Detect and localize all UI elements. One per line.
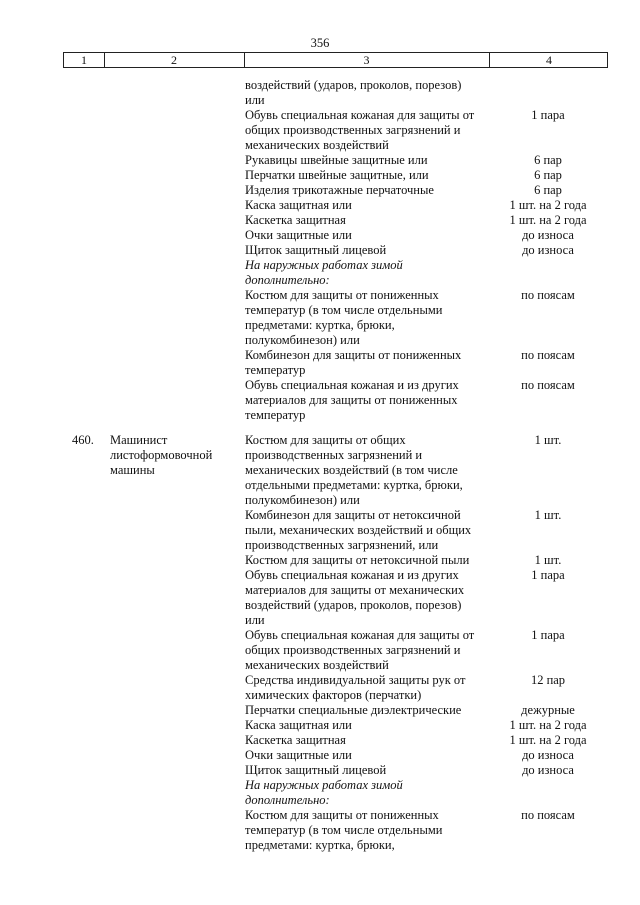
item-text: Обувь специальная кожаная для защиты от <box>245 628 475 642</box>
item-text: механических воздействий (в том числе <box>245 463 458 477</box>
header-col-4: 4 <box>546 53 552 67</box>
item-text: предметами: куртка, брюки, <box>245 838 395 852</box>
item-quantity: 6 пар <box>534 153 562 167</box>
item-text: Щиток защитный лицевой <box>245 763 387 777</box>
item-text: температур <box>245 363 306 377</box>
header-col-1: 1 <box>81 53 87 67</box>
item-text: Комбинезон для защиты от пониженных <box>245 348 462 362</box>
header-col-3: 3 <box>363 53 370 67</box>
item-text: механических воздействий <box>245 658 389 672</box>
item-text: Обувь специальная кожаная для защиты от <box>245 108 475 122</box>
item-text: общих производственных загрязнений и <box>245 643 461 657</box>
item-text: Изделия трикотажные перчаточные <box>245 183 434 197</box>
subheading-winter: На наружных работах зимой <box>245 258 403 272</box>
item-text: Комбинезон для защиты от нетоксичной <box>245 508 461 522</box>
item-text: Каскетка защитная <box>245 213 346 227</box>
subheading-winter: дополнительно: <box>245 273 330 287</box>
item-quantity: 6 пар <box>534 183 562 197</box>
item-text: или <box>245 93 265 107</box>
item-text: предметами: куртка, брюки, <box>245 318 395 332</box>
item-quantity: 1 пара <box>531 108 565 122</box>
item-text: материалов для защиты от пониженных <box>245 393 458 407</box>
item-quantity: 1 пара <box>531 628 565 642</box>
item-text: температур <box>245 408 306 422</box>
item-text: Перчатки специальные диэлектрические <box>245 703 462 717</box>
item-text: общих производственных загрязнений и <box>245 123 461 137</box>
subheading-winter: На наружных работах зимой <box>245 778 403 792</box>
item-text: механических воздействий <box>245 138 389 152</box>
item-text: Костюм для защиты от пониженных <box>245 808 439 822</box>
item-quantity: 1 шт. на 2 года <box>509 198 587 212</box>
item-text: Обувь специальная кожаная и из других <box>245 378 459 392</box>
item-text: Перчатки швейные защитные, или <box>245 168 429 182</box>
item-quantity: дежурные <box>521 703 575 717</box>
profession-name: машины <box>110 463 155 477</box>
item-text: пыли, механических воздействий и общих <box>245 523 472 537</box>
item-text: температур (в том числе отдельными <box>245 303 443 317</box>
item-quantity: 12 пар <box>530 673 566 687</box>
item-text: отдельными предметами: куртка, брюки, <box>245 478 463 492</box>
item-text: воздействий (ударов, проколов, порезов) <box>245 78 462 92</box>
item-text: производственных загрязнений и <box>245 448 423 462</box>
item-quantity: 1 пара <box>531 568 565 582</box>
page-number: 356 <box>310 36 330 50</box>
item-quantity: 1 шт. <box>534 433 562 447</box>
entry-number: 460. <box>72 433 94 447</box>
item-text: Каскетка защитная <box>245 733 346 747</box>
item-quantity: до износа <box>522 228 574 242</box>
item-quantity: 1 шт. на 2 года <box>509 718 587 732</box>
item-text: Очки защитные или <box>245 228 352 242</box>
item-quantity: по поясам <box>521 378 575 392</box>
item-text: производственных загрязнений, или <box>245 538 439 552</box>
item-text: Рукавицы швейные защитные или <box>245 153 428 167</box>
item-text: температур (в том числе отдельными <box>245 823 443 837</box>
item-text: воздействий (ударов, проколов, порезов) <box>245 598 462 612</box>
item-text: или <box>245 613 265 627</box>
item-quantity: 1 шт. на 2 года <box>509 213 587 227</box>
item-text: Костюм для защиты от нетоксичной пыли <box>245 553 470 567</box>
item-text: химических факторов (перчатки) <box>245 688 422 702</box>
item-text: Костюм для защиты от общих <box>245 433 406 447</box>
item-quantity: до износа <box>522 748 574 762</box>
item-quantity: до износа <box>522 243 574 257</box>
item-text: Костюм для защиты от пониженных <box>245 288 439 302</box>
header-col-2: 2 <box>171 53 177 67</box>
item-quantity: по поясам <box>521 288 575 302</box>
item-text: Каска защитная или <box>245 198 352 212</box>
profession-name: Машинист <box>110 433 168 447</box>
item-text: полукомбинезон) или <box>245 333 360 347</box>
item-text: Каска защитная или <box>245 718 352 732</box>
item-quantity: по поясам <box>521 348 575 362</box>
item-text: Средства индивидуальной защиты рук от <box>245 673 466 687</box>
item-quantity: по поясам <box>521 808 575 822</box>
item-quantity: 1 шт. <box>534 553 562 567</box>
item-text: материалов для защиты от механических <box>245 583 465 597</box>
profession-name: листоформовочной <box>110 448 213 462</box>
item-text: Обувь специальная кожаная и из других <box>245 568 459 582</box>
item-text: полукомбинезон) или <box>245 493 360 507</box>
item-quantity: 1 шт. на 2 года <box>509 733 587 747</box>
item-quantity: 6 пар <box>534 168 562 182</box>
table-header-row <box>63 52 608 68</box>
item-text: Щиток защитный лицевой <box>245 243 387 257</box>
subheading-winter: дополнительно: <box>245 793 330 807</box>
item-quantity: до износа <box>522 763 574 777</box>
item-text: Очки защитные или <box>245 748 352 762</box>
item-quantity: 1 шт. <box>534 508 562 522</box>
